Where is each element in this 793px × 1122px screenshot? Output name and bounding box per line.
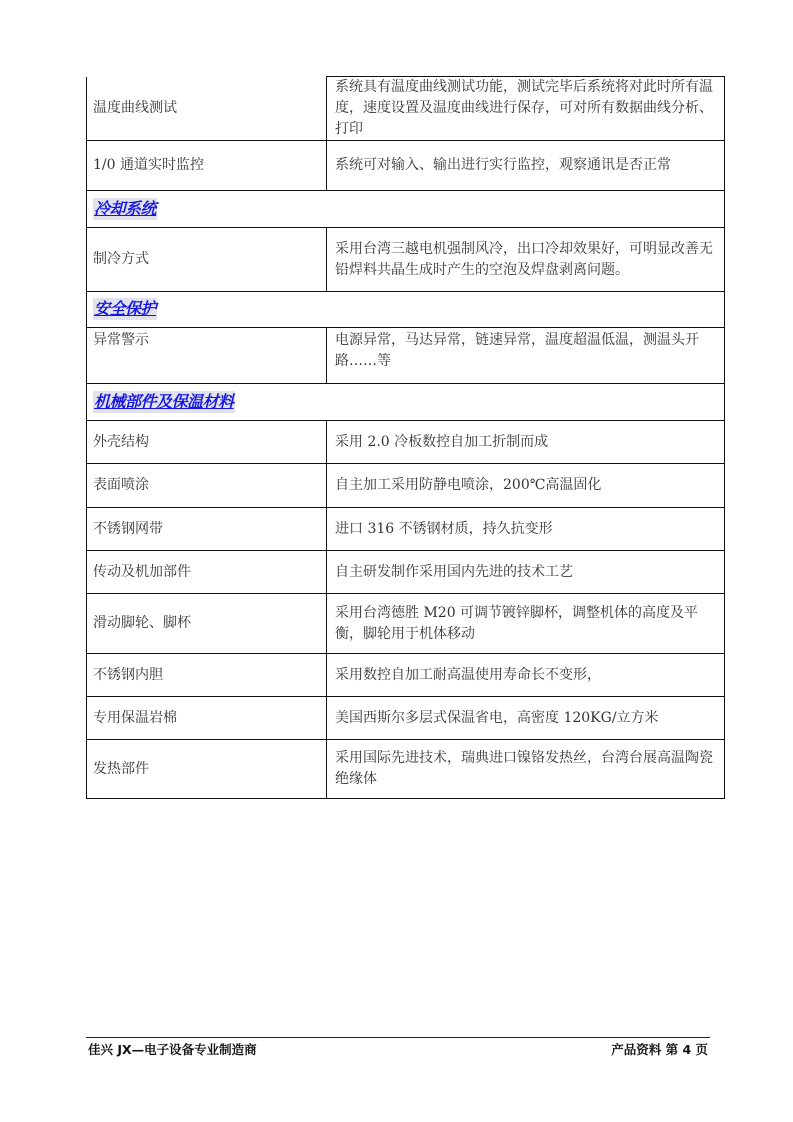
table-row bbox=[87, 464, 725, 508]
spec-description: 系统可对输入、输出进行实行监控，观察通讯是否正常 bbox=[327, 141, 725, 191]
spec-label: 发热部件 bbox=[87, 740, 327, 799]
footer-page-info: 产品资料 第 4 页 bbox=[611, 1042, 708, 1057]
spec-table bbox=[86, 76, 725, 799]
spec-description: 采用国际先进技术，瑞典进口镍铬发热丝，台湾台展高温陶瓷绝缘体 bbox=[327, 740, 725, 799]
spec-description: 系统具有温度曲线测试功能，测试完毕后系统将对此时所有温度，速度设置及温度曲线进行保存，可对所有数据曲线分析、打印 bbox=[327, 77, 725, 141]
table-row bbox=[87, 328, 725, 384]
table-row bbox=[87, 594, 725, 654]
spec-label: 滑动脚轮、脚杯 bbox=[87, 594, 327, 654]
section-header-cell bbox=[87, 384, 725, 421]
page-footer bbox=[88, 1040, 708, 1058]
footer-divider bbox=[86, 1037, 710, 1038]
spec-description: 进口 316 不锈钢材质，持久抗变形 bbox=[327, 508, 725, 551]
section-title-link[interactable]: 机械部件及保温材料 bbox=[94, 391, 234, 411]
spec-description: 采用数控自加工耐高温使用寿命长不变形， bbox=[327, 654, 725, 697]
spec-description: 采用台湾三越电机强制风冷，出口冷却效果好，可明显改善无铅焊料共晶生成时产生的空泡及焊盘剥离问题。 bbox=[327, 228, 725, 292]
spec-label: 专用保温岩棉 bbox=[87, 697, 327, 740]
table-row bbox=[87, 508, 725, 551]
spec-description: 采用台湾德胜 M20 可调节镀锌脚杯，调整机体的高度及平衡，脚轮用于机体移动 bbox=[327, 594, 725, 654]
section-header-row bbox=[87, 191, 725, 228]
table-row bbox=[87, 740, 725, 799]
spec-label: 1/0 通道实时监控 bbox=[87, 141, 327, 191]
table-row bbox=[87, 697, 725, 740]
spec-label: 表面喷涂 bbox=[87, 464, 327, 508]
section-header-row bbox=[87, 292, 725, 328]
section-header-row bbox=[87, 384, 725, 421]
section-title-link[interactable]: 安全保护 bbox=[94, 299, 157, 318]
table-row bbox=[87, 228, 725, 292]
table-row bbox=[87, 551, 725, 594]
spec-label: 传动及机加部件 bbox=[87, 551, 327, 594]
table-row bbox=[87, 77, 725, 141]
footer-company: 佳兴 JX—电子设备专业制造商 bbox=[88, 1042, 257, 1057]
spec-label: 不锈钢网带 bbox=[87, 508, 327, 551]
spec-description: 自主加工采用防静电喷涂，200℃高温固化 bbox=[327, 464, 725, 508]
table-row bbox=[87, 654, 725, 697]
section-title-link[interactable]: 冷却系统 bbox=[94, 198, 157, 218]
table-row bbox=[87, 421, 725, 464]
section-header-cell bbox=[87, 292, 725, 328]
spec-description: 美国西斯尔多层式保温省电，高密度 120KG/立方米 bbox=[327, 697, 725, 740]
spec-label: 温度曲线测试 bbox=[87, 77, 327, 141]
spec-table-body bbox=[87, 77, 725, 799]
spec-label: 制冷方式 bbox=[87, 228, 327, 292]
spec-label: 外壳结构 bbox=[87, 421, 327, 464]
spec-description: 自主研发制作采用国内先进的技术工艺 bbox=[327, 551, 725, 594]
spec-label: 异常警示 bbox=[87, 328, 327, 384]
spec-label: 不锈钢内胆 bbox=[87, 654, 327, 697]
spec-description: 电源异常，马达异常，链速异常，温度超温低温，测温头开路……等 bbox=[327, 328, 725, 384]
table-row bbox=[87, 141, 725, 191]
spec-description: 采用 2.0 冷板数控自加工折制而成 bbox=[327, 421, 725, 464]
section-header-cell bbox=[87, 191, 725, 228]
